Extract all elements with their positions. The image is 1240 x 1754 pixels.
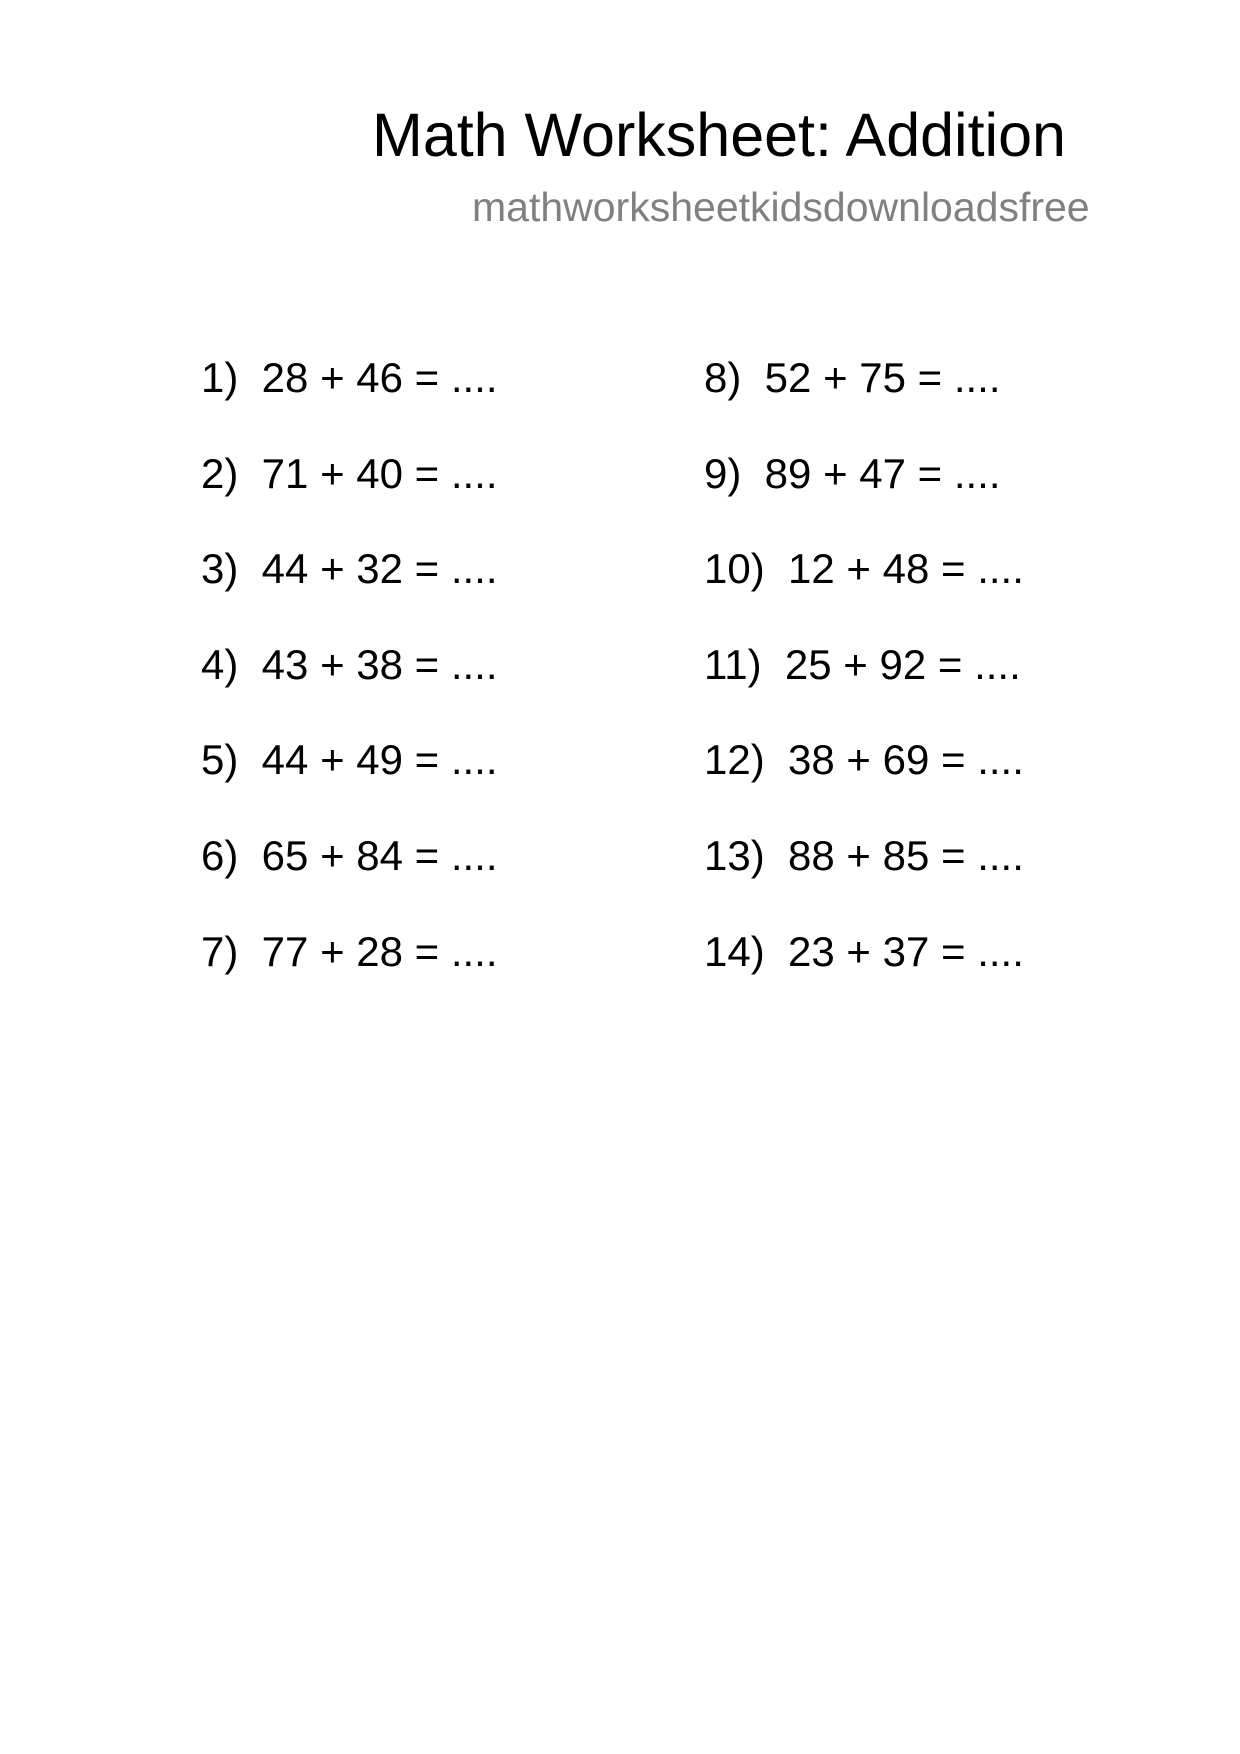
problem-12: 12) 38 + 69 = ....	[704, 736, 1024, 784]
problem-9: 9) 89 + 47 = ....	[704, 449, 1001, 497]
problem-8: 8) 52 + 75 = ....	[704, 354, 1001, 401]
problem-1: 1) 28 + 46 = ....	[201, 354, 498, 401]
problem-6: 6) 65 + 84 = ....	[201, 831, 498, 879]
problem-3: 3) 44 + 32 = ....	[201, 545, 498, 593]
problem-5: 5) 44 + 49 = ....	[201, 736, 498, 784]
problem-7: 7) 77 + 28 = ....	[201, 927, 498, 975]
problems-left-column	[201, 352, 498, 1021]
worksheet-subtitle: mathworksheetkidsdownloadsfree	[472, 184, 1090, 230]
problems-right-column	[704, 352, 1024, 1021]
problem-10: 10) 12 + 48 = ....	[704, 545, 1024, 593]
problem-4: 4) 43 + 38 = ....	[201, 640, 498, 688]
problem-11: 11) 25 + 92 = ....	[704, 640, 1021, 688]
problem-14: 14) 23 + 37 = ....	[704, 927, 1024, 975]
problem-2: 2) 71 + 40 = ....	[201, 449, 498, 497]
problem-13: 13) 88 + 85 = ....	[704, 831, 1024, 879]
worksheet-title: Math Worksheet: Addition	[372, 101, 1066, 169]
